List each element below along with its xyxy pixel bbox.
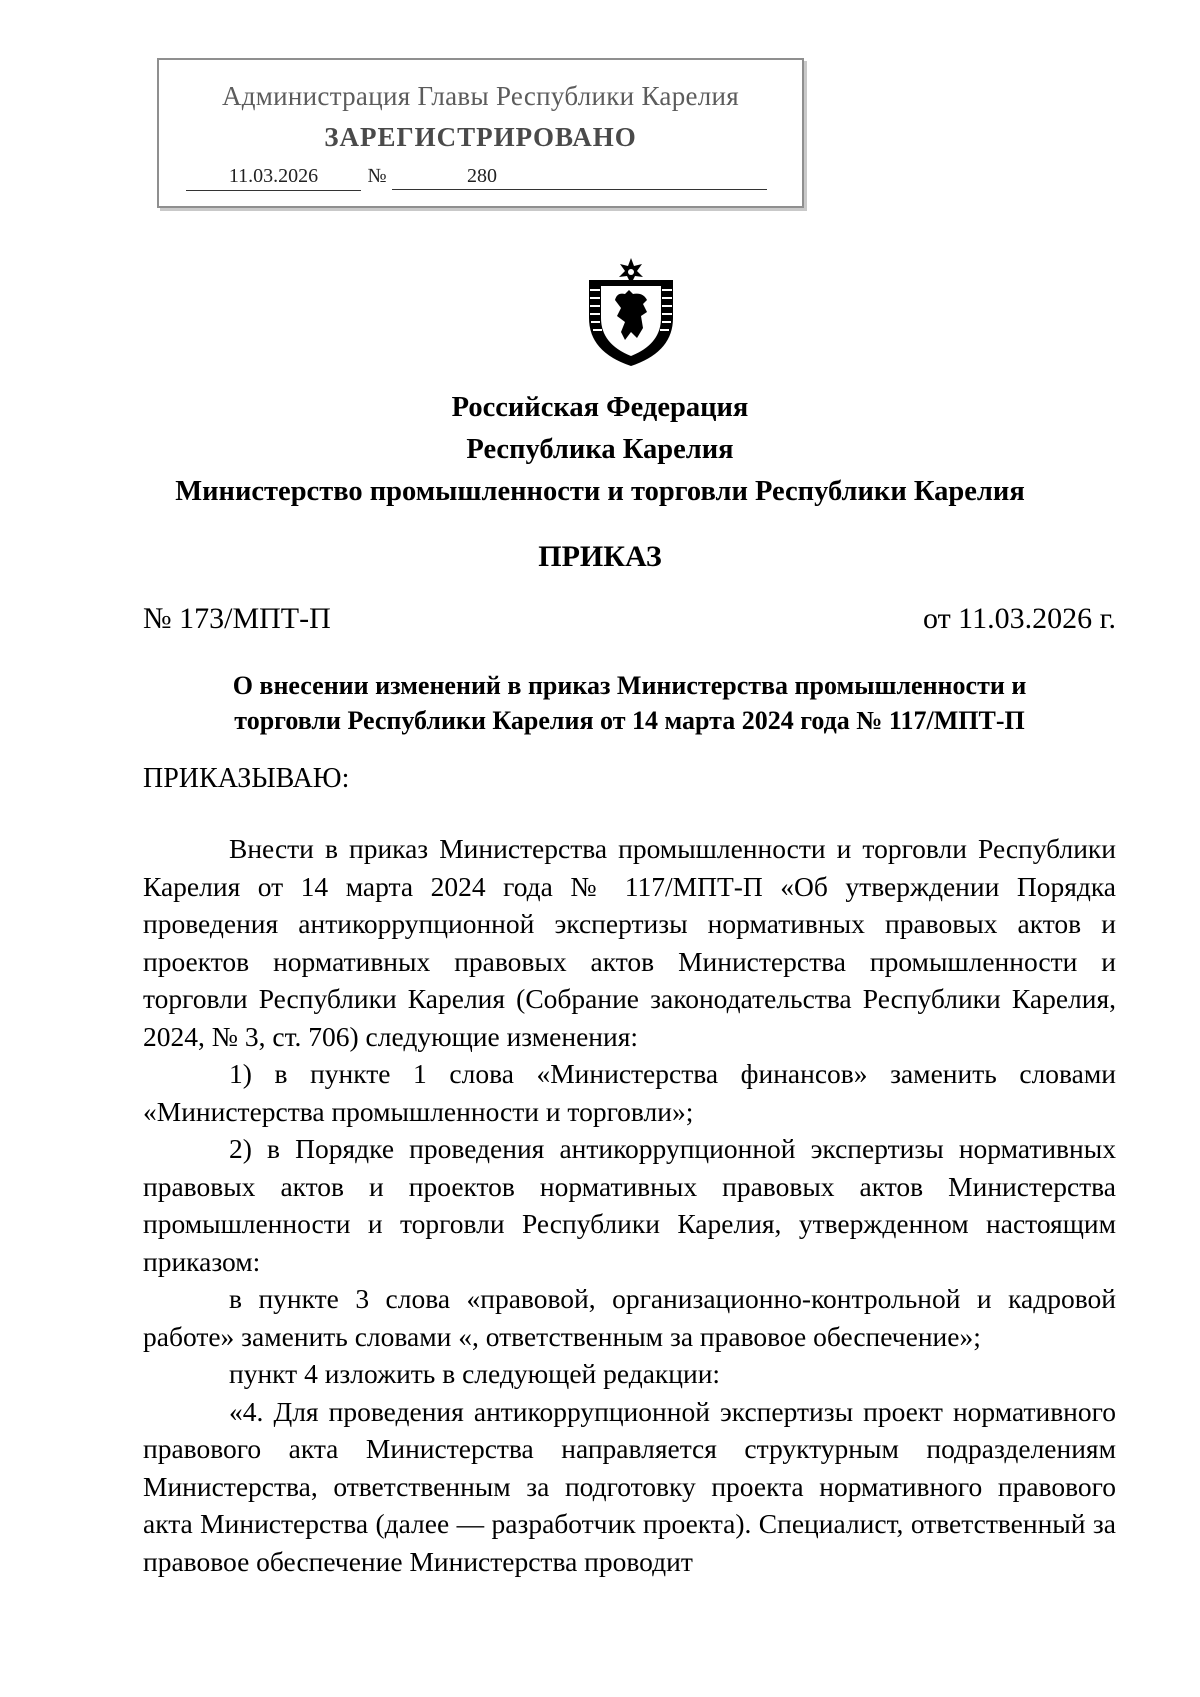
order-word: ПРИКАЗЫВАЮ:: [143, 763, 350, 794]
stamp-authority: Администрация Главы Республики Карелия: [221, 81, 740, 111]
header-country: Российская Федерация: [451, 392, 749, 423]
document-date: от 11.03.2026 г.: [922, 602, 1116, 635]
registration-stamp: [157, 58, 804, 208]
stamp-number-sign: №: [367, 165, 387, 187]
header-republic: Республика Карелия: [466, 434, 734, 465]
body-paragraph: в пункте 3 слова «правовой, организационно-контрольной и кадровой работе» заменить словами «, ответственным за правовое обеспечение»;: [143, 1283, 1116, 1352]
body-paragraph: Внести в приказ Министерства промышленности и торговли Республики Карелия от 14 марта 2024 года № 117/МПТ-П «Об утверждении Порядка проведения антикоррупционной экспертизы нормативных правовых актов и проектов нормативных правовых актов Министерства промышленности и торговли Республики Карелия (Собрание законодательства Республики Карелия, 2024, № 3, ст. 706) следующие изменения:: [143, 833, 1116, 1052]
stamp-number: 280: [392, 165, 767, 190]
document-body: [143, 830, 1116, 1580]
stamp-date: 11.03.2026: [186, 165, 361, 191]
header-ministry: Министерство промышленности и торговли Республики Карелия: [175, 476, 1025, 507]
stamp-registered-label: ЗАРЕГИСТРИРОВАНО: [324, 122, 637, 152]
body-paragraph: «4. Для проведения антикоррупционной экспертизы проект нормативного правового акта Министерства направляется структурным подразделениям Министерства, ответственным за подготовку проекта нормативного правового акта Министерства (далее — разработчик проекта). Специалист, ответственный за правовое обеспечение Министерства проводит: [143, 1395, 1116, 1577]
body-paragraph: 2) в Порядке проведения антикоррупционной экспертизы нормативных правовых актов и проектов нормативных правовых актов Министерства промышленности и торговли Республики Карелия, утвержденном настоящим приказом:: [143, 1133, 1116, 1277]
body-paragraph: пункт 4 изложить в следующей редакции:: [229, 1358, 721, 1389]
karelia-coat-of-arms-icon: [581, 256, 681, 368]
subject-line: торговли Республики Карелия от 14 марта 2024 года № 117/МПТ-П: [234, 706, 1025, 735]
subject-line: О внесении изменений в приказ Министерства промышленности и: [232, 671, 1027, 700]
document-number: № 173/МПТ-П: [143, 602, 331, 635]
document-type: ПРИКАЗ: [538, 540, 662, 573]
body-paragraph: 1) в пункте 1 слова «Министерства финансов» заменить словами «Министерства промышленности и торговли»;: [143, 1058, 1116, 1127]
document-subject: [143, 668, 1116, 738]
